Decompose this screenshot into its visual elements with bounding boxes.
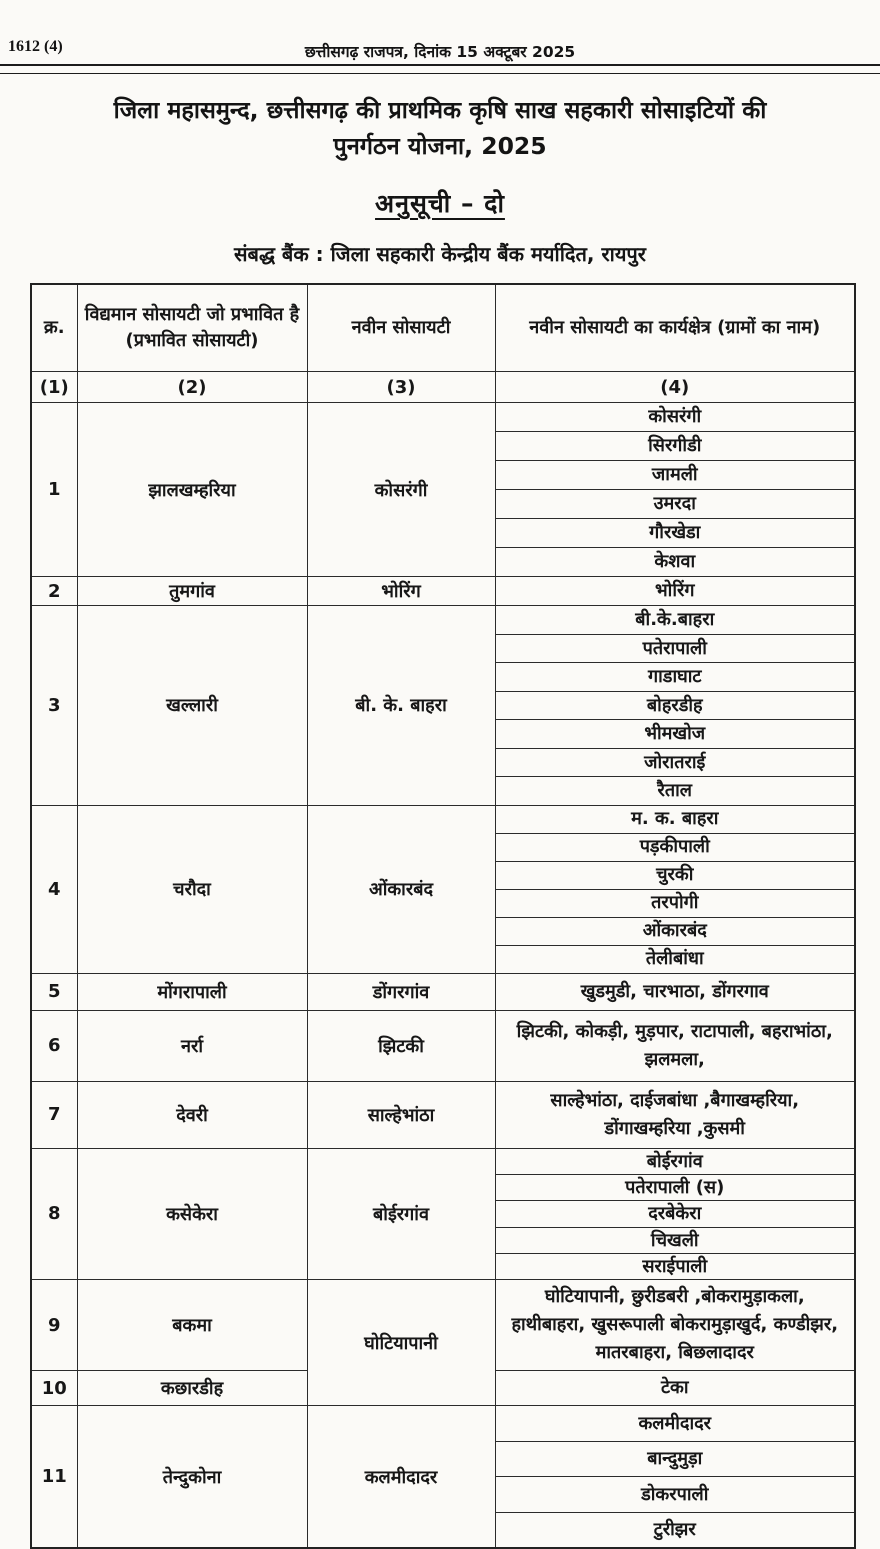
table-head bbox=[31, 284, 855, 403]
table-cell-village: ओंकारबंद bbox=[495, 917, 855, 945]
table-cell-new-society: बोईरगांव bbox=[307, 1148, 495, 1280]
table-cell-village: बोईरगांव bbox=[495, 1148, 855, 1174]
table-cell-village: तेलीबांधा bbox=[495, 945, 855, 973]
table-cell-new-society: घोटियापानी bbox=[307, 1280, 495, 1406]
table-row bbox=[31, 1406, 855, 1442]
column-header-2: विद्यमान सोसायटी जो प्रभावित है (प्रभावित सोसायटी) bbox=[77, 284, 307, 372]
table-cell-serial: 11 bbox=[31, 1406, 77, 1549]
header-double-rule bbox=[0, 64, 880, 74]
page-number: 1612 (4) bbox=[8, 38, 63, 55]
table-cell-new-society: भोरिंग bbox=[307, 577, 495, 606]
table-cell-existing-society: देवरी bbox=[77, 1081, 307, 1148]
table-cell-village: जामली bbox=[495, 461, 855, 490]
table-cell-village: चिखली bbox=[495, 1227, 855, 1253]
table-cell-village: कोसरंगी bbox=[495, 403, 855, 432]
column-header-4: नवीन सोसायटी का कार्यक्षेत्र (ग्रामों का नाम) bbox=[495, 284, 855, 372]
table-cell-existing-society: कसेकेरा bbox=[77, 1148, 307, 1280]
gazette-header-line: छत्तीसगढ़ राजपत्र, दिनांक 15 अक्टूबर 2025 bbox=[304, 43, 576, 61]
table-body bbox=[31, 403, 855, 1549]
table-cell-serial: 7 bbox=[31, 1081, 77, 1148]
document-title-line2: पुनर्गठन योजना, 2025 bbox=[333, 132, 547, 161]
table-cell-serial: 1 bbox=[31, 403, 77, 577]
table-cell-existing-society: मोंगरापाली bbox=[77, 973, 307, 1010]
column-header-3: नवीन सोसायटी bbox=[307, 284, 495, 372]
table-cell-new-society: साल्हेभांठा bbox=[307, 1081, 495, 1148]
table-cell-village: सिरगीडी bbox=[495, 432, 855, 461]
table-cell-village: म. क. बाहरा bbox=[495, 805, 855, 833]
table-cell-new-society: ओंकारबंद bbox=[307, 805, 495, 973]
table-cell-village: तरपोगी bbox=[495, 889, 855, 917]
table-cell-serial: 10 bbox=[31, 1371, 77, 1406]
table-cell-village: बान्दुमुड़ा bbox=[495, 1441, 855, 1477]
table-cell-existing-society: कछारडीह bbox=[77, 1371, 307, 1406]
column-number-3: (3) bbox=[307, 372, 495, 403]
table-row bbox=[31, 577, 855, 606]
table-row bbox=[31, 1010, 855, 1081]
table-cell-serial: 5 bbox=[31, 973, 77, 1010]
table-cell-villages-text: घोटियापानी, छुरीडबरी ,बोकरामुड़ाकला, हाथीबाहरा, खुसरूपाली बोकरामुड़ाखुर्द, कण्डीझर, मातरबाहरा, बिछलादादर bbox=[495, 1280, 855, 1371]
table-cell-village: दरबेकेरा bbox=[495, 1201, 855, 1227]
table-cell-village: भीमखोज bbox=[495, 720, 855, 749]
table-cell-village: पतेरापाली (स) bbox=[495, 1174, 855, 1200]
table-cell-serial: 2 bbox=[31, 577, 77, 606]
table-cell-existing-society: तुमगांव bbox=[77, 577, 307, 606]
societies-table bbox=[30, 283, 856, 1549]
table-cell-village: बोहरडीह bbox=[495, 691, 855, 720]
table-cell-villages-text: खुडमुडी, चारभाठा, डोंगरगाव bbox=[495, 973, 855, 1010]
column-number-1: (1) bbox=[31, 372, 77, 403]
table-cell-new-society: झिटकी bbox=[307, 1010, 495, 1081]
table-cell-village: पड़कीपाली bbox=[495, 833, 855, 861]
table-cell-existing-society: तेन्दुकोना bbox=[77, 1406, 307, 1549]
table-cell-village: पतेरापाली bbox=[495, 634, 855, 663]
table-cell-serial: 9 bbox=[31, 1280, 77, 1371]
table-row bbox=[31, 1148, 855, 1174]
table-cell-village: कलमीदादर bbox=[495, 1406, 855, 1442]
column-number-2: (2) bbox=[77, 372, 307, 403]
document-title-line1: जिला महासमुन्द, छत्तीसगढ़ की प्राथमिक कृषि साख सहकारी सोसाइटियों की bbox=[113, 96, 767, 124]
schedule-heading-text: अनुसूची – दो bbox=[375, 189, 505, 218]
table-row bbox=[31, 805, 855, 833]
table-row bbox=[31, 973, 855, 1010]
table-cell-new-society: कलमीदादर bbox=[307, 1406, 495, 1549]
table-cell-villages-text: टेका bbox=[495, 1371, 855, 1406]
table-cell-existing-society: बकमा bbox=[77, 1280, 307, 1371]
table-cell-new-society: बी. के. बाहरा bbox=[307, 606, 495, 806]
table-row bbox=[31, 606, 855, 635]
table-cell-village: टुरीझर bbox=[495, 1512, 855, 1548]
table-cell-serial: 6 bbox=[31, 1010, 77, 1081]
column-number-4: (4) bbox=[495, 372, 855, 403]
running-head bbox=[0, 38, 880, 64]
table-row bbox=[31, 403, 855, 432]
table-cell-villages-text: साल्हेभांठा, दाईजबांधा ,बैगाखम्हरिया, डोंगाखम्हरिया ,कुसमी bbox=[495, 1081, 855, 1148]
table-cell-new-society: कोसरंगी bbox=[307, 403, 495, 577]
table-cell-village: बी.के.बाहरा bbox=[495, 606, 855, 635]
table-cell-serial: 4 bbox=[31, 805, 77, 973]
table-cell-village: सराईपाली bbox=[495, 1254, 855, 1280]
table-cell-serial: 3 bbox=[31, 606, 77, 806]
table-cell-existing-society: नर्रा bbox=[77, 1010, 307, 1081]
document-title bbox=[20, 92, 860, 165]
table-cell-village: डोकरपाली bbox=[495, 1477, 855, 1513]
table-cell-village: चुरकी bbox=[495, 861, 855, 889]
table-cell-existing-society: झालखम्हरिया bbox=[77, 403, 307, 577]
table-cell-serial: 8 bbox=[31, 1148, 77, 1280]
table-cell-village: गाडाघाट bbox=[495, 663, 855, 692]
column-header-1: क्र. bbox=[31, 284, 77, 372]
table-cell-existing-society: चरौदा bbox=[77, 805, 307, 973]
schedule-heading bbox=[0, 186, 880, 220]
table-cell-village: केशवा bbox=[495, 548, 855, 577]
table-cell-village: भोरिंग bbox=[495, 577, 855, 606]
table-cell-village: जोरातराई bbox=[495, 748, 855, 777]
table-cell-villages-text: झिटकी, कोकड़ी, मुड़पार, राटापाली, बहराभांठा, झलमला, bbox=[495, 1010, 855, 1081]
table-cell-village: उमरदा bbox=[495, 490, 855, 519]
table-row bbox=[31, 1280, 855, 1371]
table-cell-village: गौरखेडा bbox=[495, 519, 855, 548]
affiliated-bank-line: संबद्ध बैंक : जिला सहकारी केन्द्रीय बैंक मर्यादित, रायपुर bbox=[234, 242, 646, 266]
table-cell-village: रैताल bbox=[495, 777, 855, 806]
table-cell-new-society: डोंगरगांव bbox=[307, 973, 495, 1010]
table-row bbox=[31, 1081, 855, 1148]
table-cell-existing-society: खल्लारी bbox=[77, 606, 307, 806]
